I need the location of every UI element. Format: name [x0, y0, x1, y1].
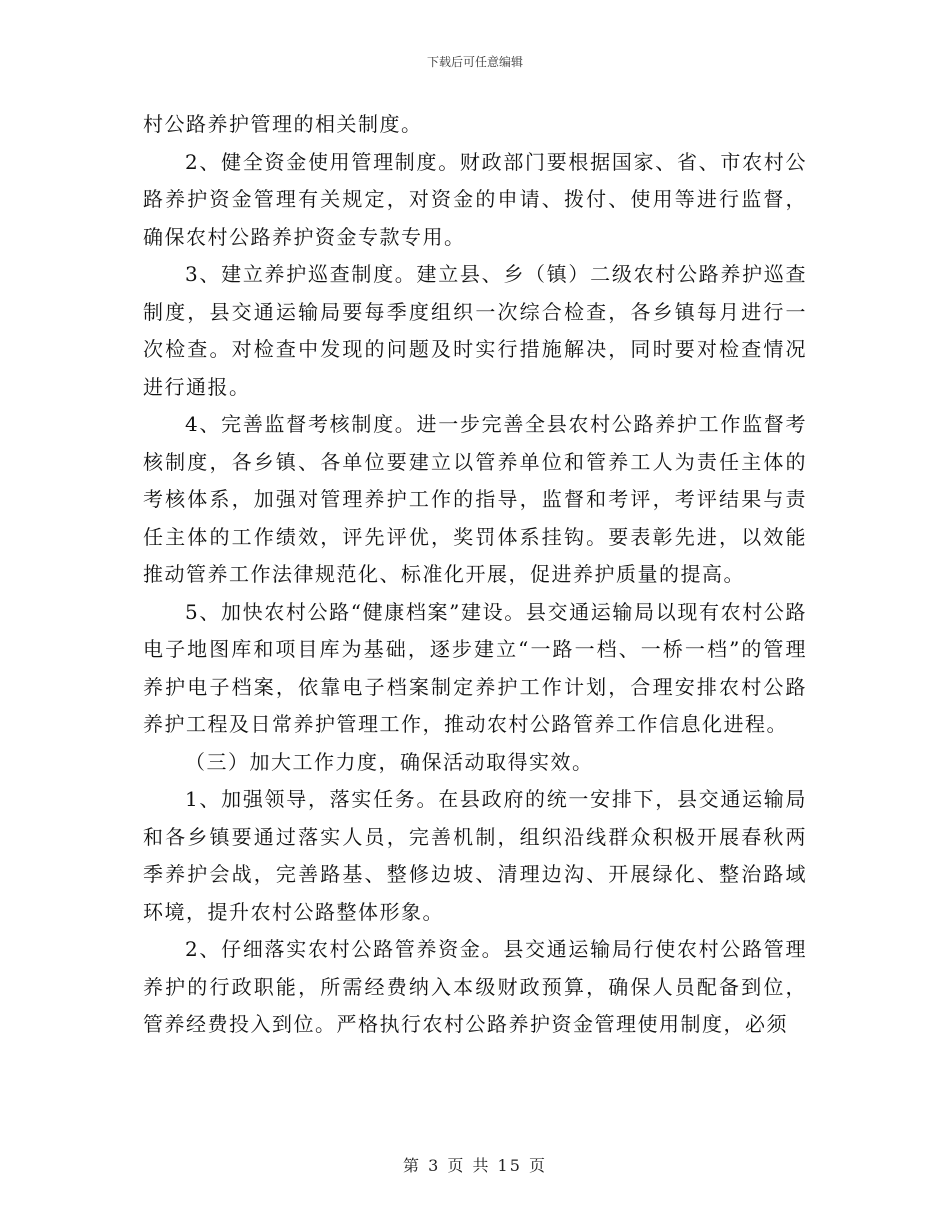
page-number: 第 3 页 共 15 页	[403, 1156, 547, 1175]
header-note: 下载后可任意编辑	[426, 55, 523, 69]
paragraph: 2、仔细落实农村公路管养资金。县交通运输局行使农村公路管理养护的行政职能，所需经费纳入本级财政预算，确保人员配备到位，管养经费投入到位。严格执行农村公路养护资金管理使用制度，必须	[143, 937, 807, 1036]
page-footer	[0, 1156, 950, 1176]
paragraph: 4、完善监督考核制度。进一步完善全县农村公路养护工作监督考核制度，各乡镇、各单位要建立以管养单位和管养工人为责任主体的考核体系，加强对管理养护工作的指导，监督和考评，考评结果与责任主体的工作绩效，评先评优，奖罚体系挂钩。要表彰先进，以效能推动管养工作法律规范化、标准化开展，促进养护质量的提高。	[143, 412, 807, 586]
section-heading: （三）加大工作力度，确保活动取得实效。	[185, 749, 594, 774]
document-body	[143, 106, 807, 1044]
paragraph: 2、健全资金使用管理制度。财政部门要根据国家、省、市农村公路养护资金管理有关规定，对资金的申请、拨付、使用等进行监督，确保农村公路养护资金专款专用。	[143, 149, 807, 249]
page-header	[0, 54, 950, 70]
paragraph: 3、建立养护巡查制度。建立县、乡（镇）二级农村公路养护巡查制度，县交通运输局要每季度组织一次综合检查，各乡镇每月进行一次检查。对检查中发现的问题及时实行措施解决，同时要对检查情况进行通报。	[143, 262, 807, 399]
paragraph: 5、加快农村公路“健康档案”建设。县交通运输局以现有农村公路电子地图库和项目库为基础，逐步建立“一路一档、一桥一档”的管理养护电子档案，依靠电子档案制定养护工作计划，合理安排农村公路养护工程及日常养护管理工作，推动农村公路管养工作信息化进程。	[143, 599, 807, 736]
paragraph: 村公路养护管理的相关制度。	[143, 112, 423, 136]
paragraph: 1、加强领导，落实任务。在县政府的统一安排下，县交通运输局和各乡镇要通过落实人员，完善机制，组织沿线群众积极开展春秋两季养护会战，完善路基、整修边坡、清理边沟、开展绿化、整治路域环境，提升农村公路整体形象。	[143, 787, 807, 924]
